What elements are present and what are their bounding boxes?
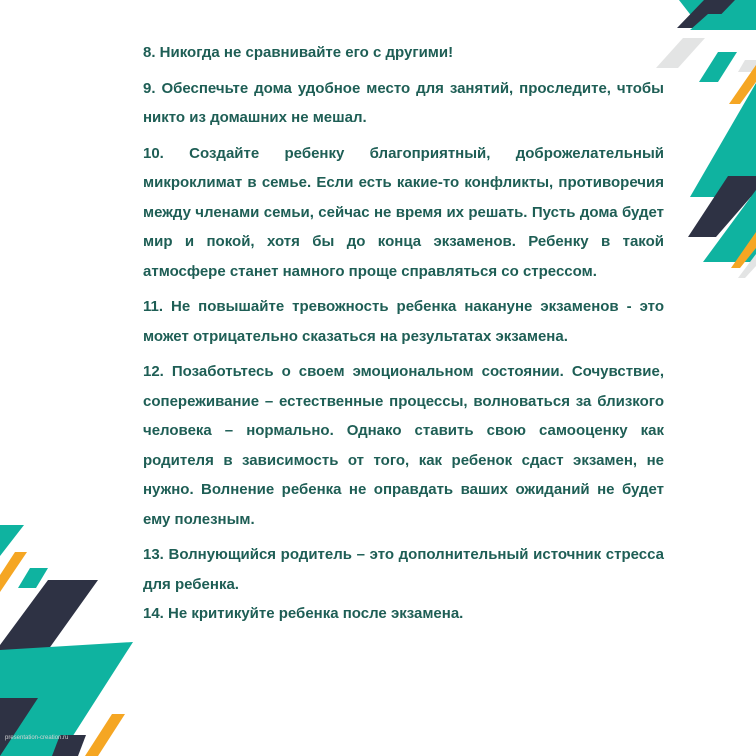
tip-8: 8. Никогда не сравнивайте его с другими!	[143, 44, 454, 61]
teal-tri-bottom-left	[0, 525, 24, 556]
navy-shape-bl	[0, 580, 98, 650]
tip-9: 9. Обеспечьте дома удобное место для занятий, проследите, чтобы никто из домашних не мешал.	[143, 79, 664, 126]
tip-11: 11. Не повышайте тревожность ребенка накануне экзаменов - это может отрицательно сказаться на результатах экзамена.	[143, 298, 664, 345]
tip-14: 14. Не критикуйте ребенка после экзамена.	[143, 605, 464, 622]
orange-stripe-bottom	[85, 714, 125, 756]
teal-stripe-right	[699, 52, 737, 82]
tip-10: 10. Создайте ребенку благоприятный, доброжелательный микроклимат в семье. Если есть какие-то конфликты, противоречия между членами семьи, сейчас не время их решать. Пусть дома будет мир и покой, хотя бы до конца экзаменов. Ребенку в такой атмосфере станет намного проще справляться со стрессом.	[143, 144, 664, 280]
teal-small-bl	[18, 568, 48, 588]
tip-13: 13. Волнующийся родитель – это дополнительный источник стресса для ребенка.	[143, 546, 664, 593]
watermark: presentation-creation.ru	[5, 735, 69, 741]
slide-text	[143, 38, 664, 635]
tip-12: 12. Позаботьтесь о своем эмоциональном состоянии. Сочувствие, сопереживание – естественные процессы, волноваться за близкого человека – нормально. Однако ставить свою самооценку как родителя в зависимость от того, как ребенок сдаст экзамен, не нужно. Волнение ребенка не оправдать ваших ожиданий не будет ему полезным.	[143, 363, 664, 528]
